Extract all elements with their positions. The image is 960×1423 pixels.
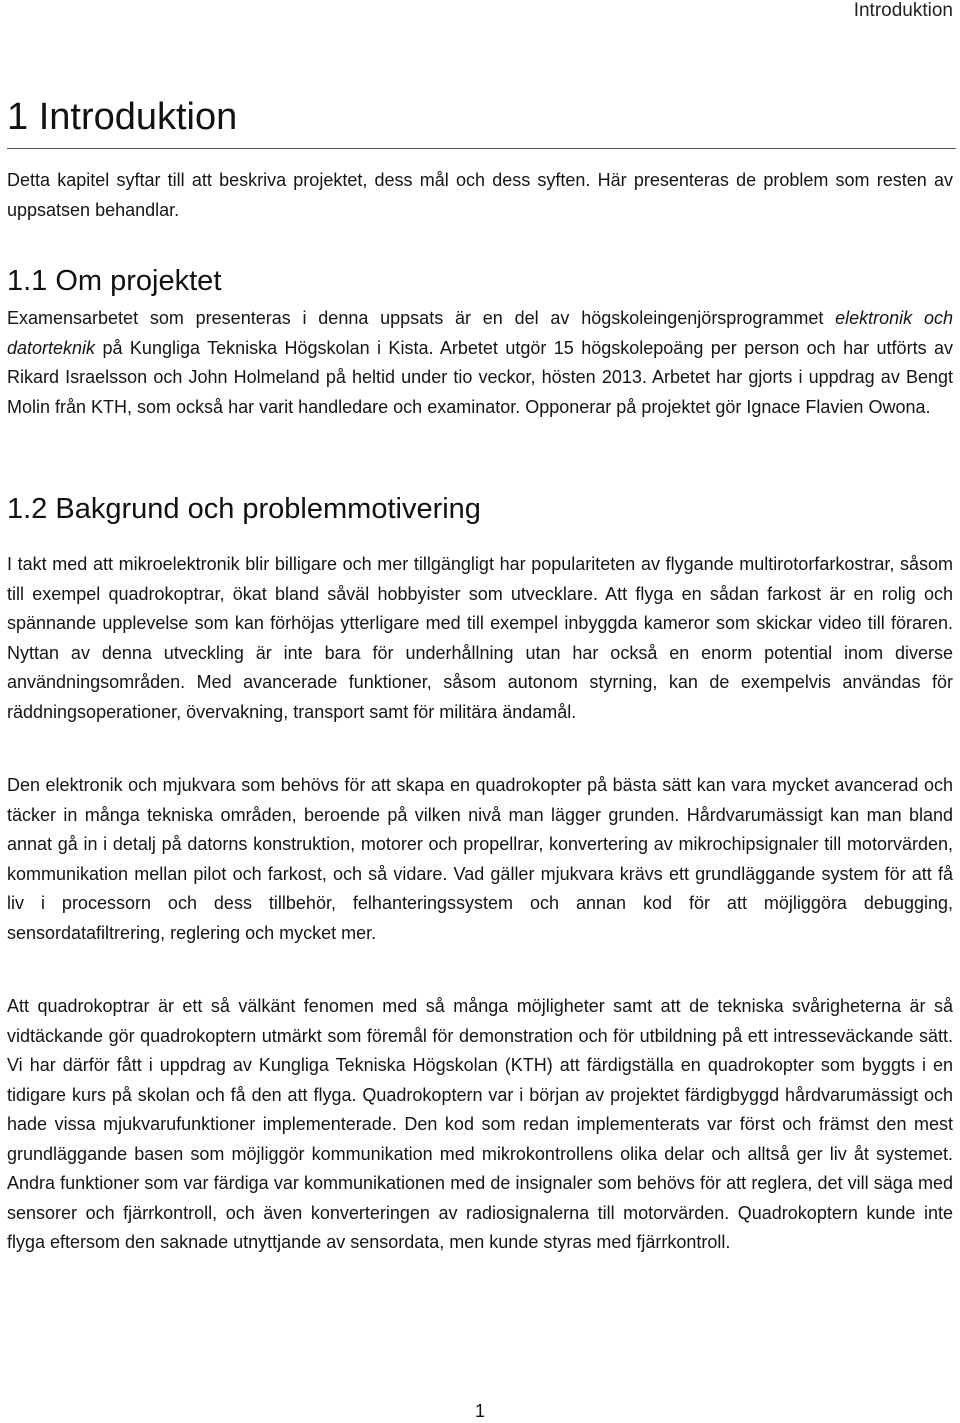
- chapter-intro-paragraph: Detta kapitel syftar till att beskriva projektet, dess mål och dess syften. Här presenteras de problem som resten av uppsatsen behandlar.: [7, 170, 953, 220]
- bakgrund-paragraph-3: Att quadrokoptrar är ett så välkänt fenomen med så många möjligheter samt att de tekniska svårigheterna är så vidtäckande gör quadrokoptern utmärkt som föremål för demonstration och för utbildning på ett intresseväckande sätt. Vi har därför fått i uppdrag av Kungliga Tekniska Högskolan (KTH) att färdigställa en quadrokopter som byggts i en tidigare kurs på skolan och få den att flyga. Quadrokoptern var i början av projektet färdigbyggd hårdvarumässigt och hade vissa mjukvarufunktioner implementerade. Den kod som redan implementerats var först och främst den mest grundläggande basen som möjliggör kommunikation med mikrokontrollens olika delar och alltså ger liv åt systemet. Andra funktioner som var färdiga var kommunikationen med de insignaler som behövs för att reglera, det vill säga med sensorer och fjärrkontroll, och även konverteringen av radiosignalerna till motorvärden. Quadrokoptern kunde inte flyga eftersom den saknade utnyttjande av sensordata, men kunde styras med fjärrkontroll.: [7, 996, 953, 1252]
- running-header: Introduktion: [853, 0, 953, 21]
- program-name-emphasis: elektronik och datorteknik: [7, 308, 953, 358]
- om-projektet-text-a: Examensarbetet som presenteras i denna uppsats är en del av högskoleingenjörsprogrammet: [7, 308, 836, 328]
- bakgrund-paragraph-2: Den elektronik och mjukvara som behövs för att skapa en quadrokopter på bästa sätt kan vara mycket avancerad och täcker in många tekniska områden, beroende på vilken nivå man lägger grunden. Hårdvarumässigt kan man bland annat gå in i detalj på datorns konstruktion, motorer och propellrar, konvertering av mikrochipsignaler till motorvärden, kommunikation mellan pilot och farkost, och så vidare. Vad gäller mjukvara krävs ett grundläggande system för att få liv i processorn och dess tillbehör, felhanteringssystem och annan kod för att möjliggöra debugging, sensordatafiltrering, reglering och mycket mer.: [7, 775, 953, 943]
- section-title-bakgrund: 1.2 Bakgrund och problemmotivering: [7, 493, 481, 525]
- om-projektet-paragraph: [7, 304, 953, 422]
- om-projektet-text-b: på Kungliga Tekniska Högskolan i Kista. Arbetet utgör 15 högskolepoäng per person och har utförts av Rikard Israelsson och John Holmeland på heltid under tio veckor, hösten 2013. Arbetet har gjorts i uppdrag av Bengt Molin från KTH, som också har varit handledare och examinator. Opponerar på projektet gör Ignace Flavien Owona.: [7, 337, 953, 417]
- page-number: 1: [474, 1401, 485, 1421]
- chapter-title-rule: [7, 148, 956, 149]
- section-title-om-projektet: 1.1 Om projektet: [7, 265, 222, 297]
- bakgrund-paragraph-1: I takt med att mikroelektronik blir billigare och mer tillgängligt har populariteten av flygande multirotorfarkostrar, såsom till exempel quadrokoptrar, ökat bland såväl hobbyister som utvecklare. Att flyga en sådan farkost är en rolig och spännande upplevelse som kan förhöjas ytterligare med till exempel inbyggda kameror som skickar video till föraren. Nyttan av denna utveckling är inte bara för underhållning utan har också en enorm potential inom diverse användningsområden. Med avancerade funktioner, såsom autonom styrning, kan de exempelvis användas för räddningsoperationer, övervakning, transport samt för militära ändamål.: [7, 554, 953, 722]
- chapter-title: 1 Introduktion: [7, 96, 238, 138]
